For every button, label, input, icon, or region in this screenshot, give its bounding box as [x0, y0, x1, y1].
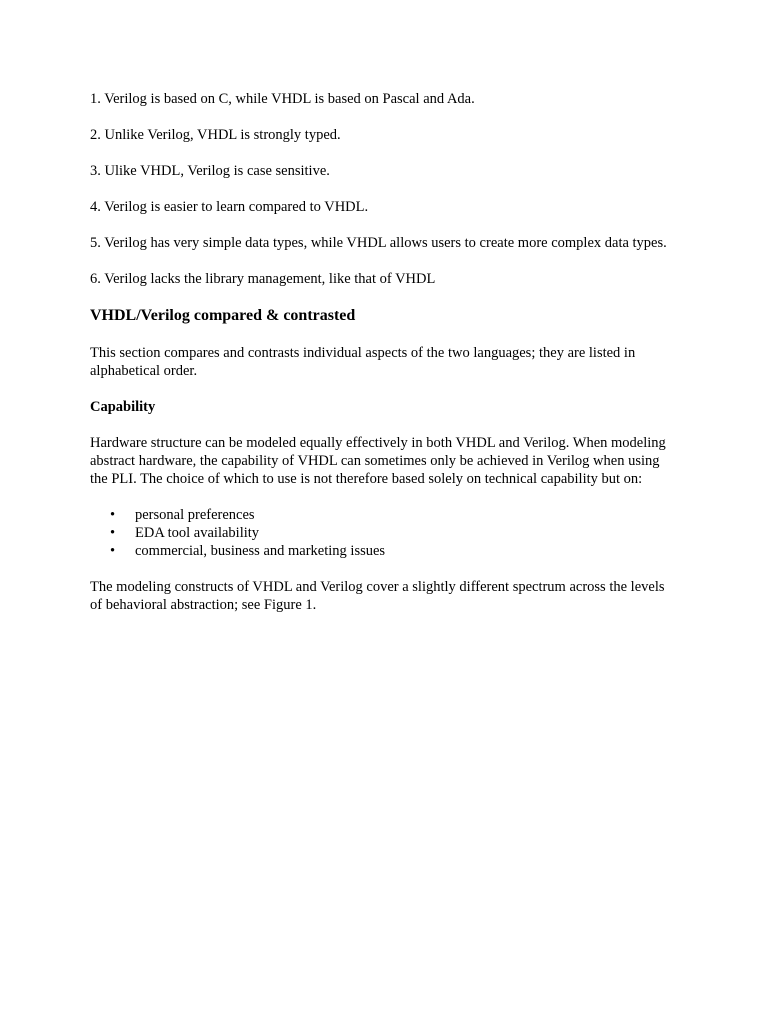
numbered-point-2: 2. Unlike Verilog, VHDL is strongly typed. [90, 127, 341, 143]
capability-paragraph: Hardware structure can be modeled equally effectively in both VHDL and Verilog. When modeling abstract hardware, the capability of VHDL can sometimes only be achieved in Verilog when using the PLI. The choice of which to use is not therefore based solely on technical capability but on: [90, 435, 666, 487]
bullet-item [90, 506, 678, 524]
bullet-marker: • [110, 525, 116, 541]
numbered-point-5: 5. Verilog has very simple data types, while VHDL allows users to create more complex data types. [90, 235, 667, 251]
bullet-marker: • [110, 507, 116, 523]
bullet-marker: • [110, 543, 116, 559]
numbered-point-1: 1. Verilog is based on C, while VHDL is based on Pascal and Ada. [90, 91, 475, 107]
capability-heading: Capability [90, 399, 156, 415]
section-heading: VHDL/Verilog compared & contrasted [90, 307, 356, 324]
closing-paragraph: The modeling constructs of VHDL and Verilog cover a slightly different spectrum across the levels of behavioral abstraction; see Figure 1. [90, 579, 665, 613]
section-intro: This section compares and contrasts individual aspects of the two languages; they are listed in alphabetical order. [90, 345, 636, 379]
capability-bullet-list [90, 506, 678, 560]
bullet-text: commercial, business and marketing issues [135, 543, 386, 559]
bullet-item [90, 542, 678, 560]
document-page [90, 90, 678, 632]
numbered-point-6: 6. Verilog lacks the library management, like that of VHDL [90, 271, 436, 287]
bullet-text: personal preferences [135, 507, 255, 523]
numbered-point-4: 4. Verilog is easier to learn compared to VHDL. [90, 199, 369, 215]
bullet-item [90, 524, 678, 542]
numbered-point-3: 3. Ulike VHDL, Verilog is case sensitive. [90, 163, 330, 179]
bullet-text: EDA tool availability [135, 525, 260, 541]
